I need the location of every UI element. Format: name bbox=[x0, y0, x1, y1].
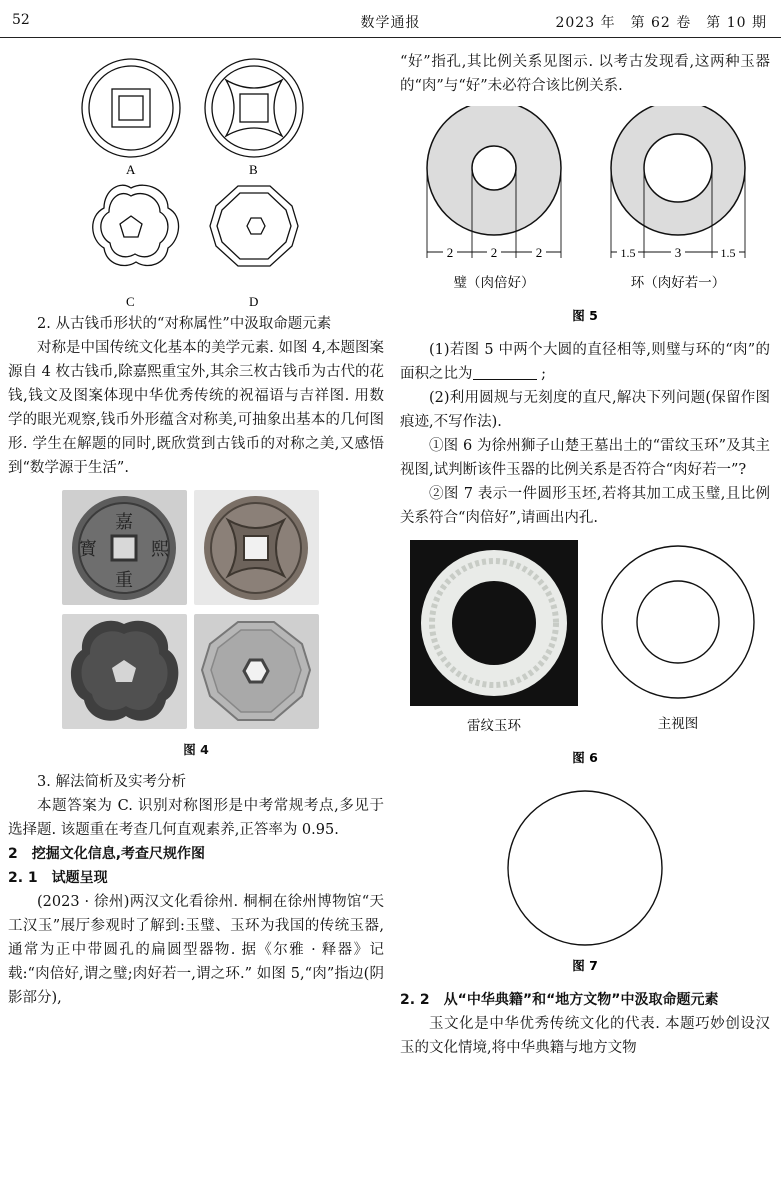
figure-6 bbox=[400, 540, 770, 770]
figure-7-svg bbox=[400, 780, 770, 980]
coin-photo-jiaxi bbox=[62, 490, 187, 605]
question-2a: ①图 6 为徐州狮子山楚王墓出土的“雷纹玉环”及其主视图,试判断该件玉器的比例关系是否符合“肉好若一”? bbox=[400, 438, 770, 478]
bi-dim-right: 2 bbox=[535, 245, 543, 260]
huan-dim-mid: 3 bbox=[674, 245, 682, 260]
figure-4-caption: 图 4 bbox=[183, 742, 209, 757]
figure-5-caption: 图 5 bbox=[572, 308, 598, 323]
huan-dim-left: 1.5 bbox=[620, 246, 636, 260]
huan-label: 环（肉好若一） bbox=[630, 275, 726, 291]
answer-blank[interactable] bbox=[473, 365, 537, 380]
figure-7 bbox=[400, 780, 770, 980]
front-view-inner-circle bbox=[637, 581, 719, 663]
figure-6-svg bbox=[400, 540, 770, 770]
paragraph-solution: 本题答案为 C. 识别对称图形是中考常规考点,多见于选择题. 该题重在考查几何直观素养,正答率为 0.95. bbox=[8, 798, 384, 838]
section-3-title: 3. 解法简析及实考分析 bbox=[37, 774, 186, 790]
coin-photo-flower-square bbox=[194, 490, 319, 605]
coin-outline-figure bbox=[8, 50, 384, 312]
question-2: (2)利用圆规与无刻度的直尺,解决下列问题(保留作图痕迹,不写作法). bbox=[400, 390, 770, 430]
section-2-heading: 2 挖掘文化信息,考查尺规作图 bbox=[8, 846, 206, 862]
jade-blank-circle bbox=[508, 791, 662, 945]
coin-photo-plum bbox=[62, 614, 187, 729]
figure-5 bbox=[400, 106, 770, 328]
paragraph-jade-culture: 玉文化是中华优秀传统文化的代表. 本题巧妙创设汉玉的文化情境,将中华典籍与地方文物 bbox=[400, 1016, 770, 1056]
coin-char-top: 嘉 bbox=[115, 512, 133, 533]
coin-char-right: 熙 bbox=[151, 539, 169, 560]
bi-dim-left: 2 bbox=[446, 245, 454, 260]
paragraph-hao: “好”指孔,其比例关系见图示. 以考古发现看,这两种玉器的“肉”与“好”未必符合该比例关系. bbox=[400, 54, 770, 94]
label-b: B bbox=[249, 162, 258, 177]
page-header bbox=[0, 0, 781, 38]
coin-outline-b bbox=[205, 59, 303, 157]
coin-outlines-svg bbox=[8, 50, 384, 312]
question-1-end: ; bbox=[536, 366, 546, 382]
front-view-outer-circle bbox=[602, 546, 754, 698]
paragraph-symmetry: 对称是中国传统文化基本的美学元素. 如图 4,本题图案源自 4 枚古钱币,除嘉熙重宝外,其余三枚古钱币为古代的花钱,钱文及图案体现中华优秀传统的祝福语与吉祥图. 用数学的眼光观察,钱币外形蕴含对称美,可抽象出基本的几何图形. 学生在解题的同时,既欣赏到古钱币的对称之美,又感悟到“数学源于生活”. bbox=[8, 340, 384, 476]
question-1-text: (1)若图 5 中两个大圆的直径相等,则璧与环的“肉”的面积之比为 bbox=[400, 342, 770, 382]
question-1 bbox=[400, 338, 770, 386]
coin-char-left: 寳 bbox=[79, 539, 97, 560]
right-column bbox=[400, 50, 770, 1060]
huan-dim-right: 1.5 bbox=[720, 246, 736, 260]
section-2-2-heading: 2. 2 从“中华典籍”和“地方文物”中汲取命题元素 bbox=[400, 992, 719, 1008]
label-a: A bbox=[126, 162, 136, 177]
coin-outline-c bbox=[93, 185, 179, 265]
left-column bbox=[8, 50, 384, 1010]
bi-inner-circle bbox=[472, 146, 516, 190]
section-2-1-heading: 2. 1 试题呈现 bbox=[8, 870, 108, 886]
bi-label: 璧（肉倍好） bbox=[453, 275, 535, 291]
coin-outline-d bbox=[210, 186, 298, 266]
figure-7-caption: 图 7 bbox=[572, 958, 598, 973]
jade-ring-label: 雷纹玉环 bbox=[467, 718, 521, 734]
issue-info: 2023 年 第 62 卷 第 10 期 bbox=[555, 15, 767, 31]
page-number: 52 bbox=[12, 12, 30, 28]
coin-photo-octagon bbox=[194, 614, 319, 729]
figure-6-caption: 图 6 bbox=[572, 750, 598, 765]
bi-dim-mid: 2 bbox=[490, 245, 498, 260]
coin-char-bottom: 重 bbox=[115, 570, 133, 591]
huan-inner-circle bbox=[644, 134, 712, 202]
label-c: C bbox=[126, 294, 135, 309]
paragraph-question: (2023 · 徐州)两汉文化看徐州. 桐桐在徐州博物馆“天工汉玉”展厅参观时了解到:玉璧、玉环为我国的传统玉器,通常为正中带圆孔的扁圆型器物. 据《尔雅 · 释器》记载:“肉倍好,谓之璧;肉好若一,谓之环.” 如图 5,“肉”指边(阴影部分), bbox=[8, 894, 384, 1006]
label-d: D bbox=[249, 294, 259, 309]
coin-outline-a bbox=[82, 59, 180, 157]
section-2-title: 2. 从古钱币形状的“对称属性”中汲取命题元素 bbox=[37, 316, 332, 332]
question-2b: ②图 7 表示一件圆形玉坯,若将其加工成玉璧,且比例关系符合“肉倍好”,请画出内孔. bbox=[400, 486, 770, 526]
journal-name: 数学通报 bbox=[360, 15, 421, 31]
figure-4-photos bbox=[8, 490, 384, 756]
figure-5-svg bbox=[400, 106, 770, 328]
front-view-label: 主视图 bbox=[657, 716, 699, 732]
